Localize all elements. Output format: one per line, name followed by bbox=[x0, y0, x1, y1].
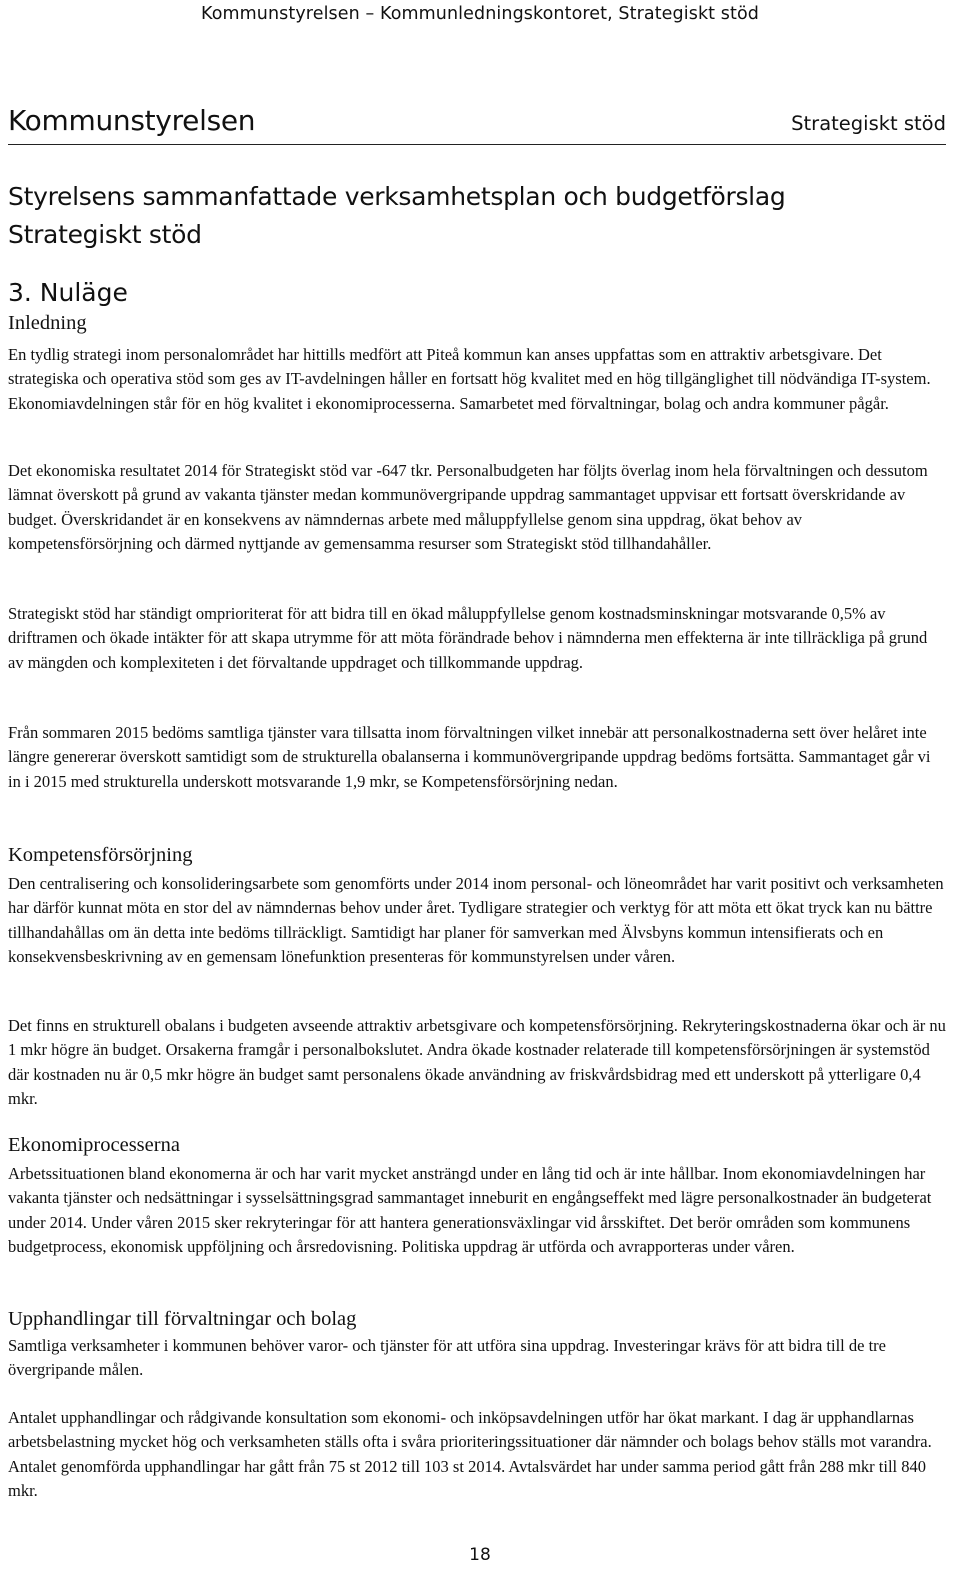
paragraph-inledning-3: Strategiskt stöd har ständigt omprioriterat för att bidra till en ökad måluppfyllelse genom kostnadsminskningar motsvarande 0,5% av driftramen och ökade intäkter för att skapa utrymme för att möta förändrade behov i nämnderna men effekterna är inte tillräckliga på grund av mängden och komplexiteten i det förvaltande uppdraget och tillkommande uppdrag. bbox=[8, 604, 928, 672]
title-bar-left: Kommunstyrelsen bbox=[8, 104, 256, 137]
document-title-line1: Styrelsens sammanfattade verksamhetsplan och budgetförslag bbox=[8, 182, 786, 211]
section-heading: 3. Nuläge bbox=[8, 278, 128, 307]
document-title bbox=[8, 178, 938, 254]
heading-upphandlingar: Upphandlingar till förvaltningar och bolag bbox=[8, 1308, 357, 1330]
running-header: Kommunstyrelsen – Kommunledningskontoret, Strategiskt stöd bbox=[200, 4, 759, 24]
title-bar bbox=[8, 104, 946, 145]
page-number: 18 bbox=[469, 1545, 491, 1565]
paragraph-inledning-4: Från sommaren 2015 bedöms samtliga tjänster vara tillsatta inom förvaltningen vilket innebär att personalkostnaderna sett över helåret inte längre genererar överskott samtidigt som de strukturella obalanserna i kommunövergripande uppdrag bedöms fortsätta. Sammantaget går vi in i 2015 med strukturella underskott motsvarande 1,9 mkr, se Kompetensförsörjning nedan. bbox=[8, 723, 931, 791]
title-bar-right: Strategiskt stöd bbox=[791, 112, 946, 135]
heading-ekonomiprocesserna: Ekonomiprocesserna bbox=[8, 1134, 180, 1156]
paragraph-upphandling-2: Antalet upphandlingar och rådgivande konsultation som ekonomi- och inköpsavdelningen utför har ökat markant. I dag är upphandlarnas arbetsbelastning mycket hög och verksamheten ställs ofta i svåra prioriteringssituationer där nämnder och bolags behov ställs mot varandra. Antalet genomförda upphandlingar har gått från 75 st 2012 till 103 st 2014. Avtalsvärdet har under samma period gått från 288 mkr till 840 mkr. bbox=[8, 1408, 932, 1501]
heading-inledning: Inledning bbox=[8, 312, 87, 334]
heading-kompetensforsorjning: Kompetensförsörjning bbox=[8, 844, 193, 866]
paragraph-ekonomi-1: Arbetssituationen bland ekonomerna är och har varit mycket ansträngd under en lång tid och är inte hållbar. Inom ekonomiavdelningen har vakanta tjänster och nedsättningar i sysselsättningsgrad sammantaget inneburit en engångseffekt med lägre personalkostnader än budgeterat under 2014. Under våren 2015 sker rekryteringar för att hantera generationsväxlingar vid årsskiftet. Det berör områden som kommunens budgetprocess, ekonomisk uppföljning och årsredovisning. Politiska uppdrag är utförda och avrapporteras under våren. bbox=[8, 1164, 932, 1257]
paragraph-kompetens-2: Det finns en strukturell obalans i budgeten avseende attraktiv arbetsgivare och kompetensförsörjning. Rekryteringskostnaderna ökar och är nu 1 mkr högre än budget. Orsakerna framgår i personalbokslutet. Andra ökade kostnader relaterade till kompetensförsörjningen är systemstöd där kostnaden nu är 0,5 mkr högre än budget samt personalens ökade användning av friskvårdsbidrag med ett underskott på ytterligare 0,4 mkr. bbox=[8, 1016, 946, 1109]
document-title-line2: Strategiskt stöd bbox=[8, 220, 202, 249]
paragraph-upphandling-1: Samtliga verksamheter i kommunen behöver varor- och tjänster för att utföra sina uppdrag. Investeringar krävs för att bidra till de tre övergripande målen. bbox=[8, 1336, 886, 1380]
paragraph-kompetens-1: Den centralisering och konsolideringsarbete som genomförts under 2014 inom personal- och löneområdet har varit positivt och verksamheten har därför kunnat möta en stor del av nämndernas behov under året. Tydligare strategier och verktyg för att möta ett ökat tryck kan nu bättre tillhandahållas om än detta inte bedöms tillräckligt. Samtidigt har planer för samverkan med Älvsbyns kommun intensifierats och en konsekvensbeskrivning av en gemensam lönefunktion presenteras för kommunstyrelsen under våren. bbox=[8, 874, 944, 967]
paragraph-inledning-2: Det ekonomiska resultatet 2014 för Strategiskt stöd var -647 tkr. Personalbudgeten har följts överlag inom hela förvaltningen och dessutom lämnat överskott på grund av vakanta tjänster medan kommunövergripande uppdrag sammantaget uppvisar ett fortsatt överskridande av budget. Överskridandet är en konsekvens av nämndernas arbete med måluppfyllelse genom sina uppdrag, ökat behov av kompetensförsörjning och därmed nyttjande av gemensamma resurser som Strategiskt stöd tillhandahåller. bbox=[8, 461, 928, 554]
paragraph-inledning-1: En tydlig strategi inom personalområdet har hittills medfört att Piteå kommun kan anses uppfattas som en attraktiv arbetsgivare. Det strategiska och operativa stöd som ges av IT-avdelningen håller en fortsatt hög kvalitet med en hög tillgänglighet till nödvändiga IT-system. Ekonomiavdelningen står för en hög kvalitet i ekonomiprocesserna. Samarbetet med förvaltningar, bolag och andra kommuner pågår. bbox=[8, 345, 931, 413]
